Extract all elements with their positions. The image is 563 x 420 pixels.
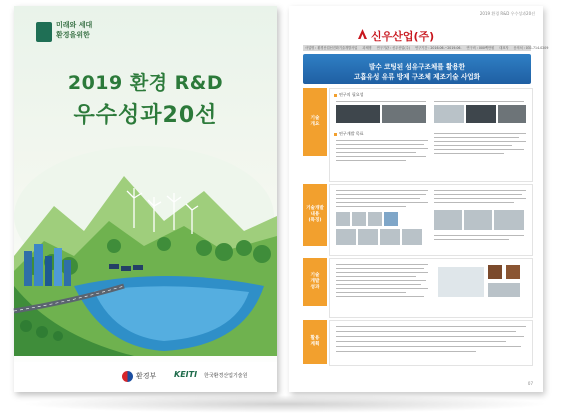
section-content	[329, 184, 533, 256]
text-line	[336, 292, 406, 293]
info-item: 사업명 : 환경산업선진화기술개발사업	[305, 46, 358, 50]
inner-page	[289, 6, 549, 392]
company-name: 신우산업(주)	[371, 30, 435, 43]
text-line	[434, 202, 514, 203]
text-line	[434, 137, 519, 138]
text-line	[336, 336, 524, 337]
keiti-badge-icon	[36, 22, 52, 42]
text-line	[336, 288, 428, 289]
page-number: 07	[527, 381, 533, 386]
text-line	[336, 326, 526, 327]
text-line	[434, 149, 524, 150]
keiti-org-name: 한국환경산업기술원	[204, 373, 248, 379]
text-line	[434, 145, 512, 146]
landscape-illustration	[14, 136, 277, 356]
section-overview	[329, 88, 533, 182]
section-label-text: 기술 개발 성과	[310, 273, 320, 290]
text-line	[336, 148, 428, 149]
text-line	[336, 144, 424, 145]
sub-heading-need: 연구의 필요성	[334, 92, 363, 98]
chart-image	[494, 210, 524, 230]
product-sample-photo	[438, 267, 484, 297]
text-line	[336, 202, 428, 203]
section-label-text: 기술개발 내용 (특징)	[306, 206, 324, 223]
info-item: 문의처 : 031-714-0209	[513, 46, 549, 50]
cover-footer	[14, 362, 277, 392]
product-photo	[488, 265, 502, 279]
info-item: 연구기관 : 신우산업(주)	[376, 46, 410, 50]
info-item: 과제명	[362, 46, 372, 50]
text-line	[336, 160, 406, 161]
logo-line2: 환경을위한	[56, 31, 90, 39]
text-line	[434, 141, 526, 142]
text-line	[336, 264, 428, 265]
info-item: 연구기간 : 2016.06.~2019.06.	[414, 46, 462, 50]
text-line	[434, 153, 504, 154]
sub-heading-goal: 연구개발 목표	[334, 131, 363, 137]
text-line	[434, 198, 526, 199]
sample-photo	[358, 229, 378, 245]
text-line	[336, 280, 426, 281]
keiti-logo: KEITI	[174, 370, 198, 379]
section-label-text: 활용 계획	[310, 336, 320, 347]
section-plan	[329, 320, 533, 366]
page-shadow	[20, 395, 550, 413]
info-item: 연구비 : 000백만원	[466, 46, 495, 50]
info-item: 대표자	[499, 46, 509, 50]
product-photo	[434, 105, 464, 123]
product-photo	[498, 105, 526, 123]
section-label-content	[303, 184, 327, 246]
text-line	[336, 190, 428, 191]
text-line	[336, 351, 476, 352]
diagram-photo	[336, 212, 350, 226]
text-line	[336, 276, 416, 277]
text-line	[336, 296, 424, 297]
sample-photo	[336, 229, 356, 245]
logo-line1: 미래와 세대	[56, 21, 93, 29]
chart-image	[464, 210, 492, 230]
product-photo	[506, 265, 520, 279]
text-line	[336, 101, 426, 102]
sample-photo	[380, 229, 400, 245]
text-line	[336, 194, 426, 195]
text-line	[336, 156, 426, 157]
text-line	[336, 284, 421, 285]
text-line	[336, 341, 506, 342]
text-line	[434, 190, 526, 191]
product-photo	[466, 105, 496, 123]
book-cover	[14, 6, 277, 392]
cover-title-year: 2019 환경 R&D	[67, 72, 224, 94]
text-line	[336, 198, 420, 199]
certificate-photo	[488, 283, 520, 297]
taegeuk-emblem-icon	[122, 371, 133, 382]
chart-image	[434, 210, 462, 230]
cover-title-main: 우수성과20선	[73, 103, 218, 128]
section-label-results	[303, 258, 327, 306]
section-label-overview	[303, 88, 327, 156]
diagram-photo	[384, 212, 398, 226]
section-results	[329, 258, 533, 318]
text-line	[434, 235, 524, 236]
text-line	[434, 239, 509, 240]
project-title-line1: 발수 코팅된 섬유구조체를 활용한	[368, 63, 466, 71]
project-title-line2: 고흡유성 유류 방제 구조체 제조기술 사업화	[353, 73, 481, 81]
diagram-photo	[352, 212, 366, 226]
text-line	[336, 331, 516, 332]
text-line	[434, 133, 526, 134]
section-label-text: 기술 개요	[310, 116, 320, 127]
page-running-header: 2019 환경 R&D 우수성과20선	[479, 11, 535, 16]
project-info-bar	[303, 45, 549, 51]
diagram-photo	[368, 212, 382, 226]
text-line	[434, 194, 522, 195]
text-line	[336, 346, 521, 347]
oil-spill-photo	[382, 105, 426, 123]
text-line	[336, 272, 428, 273]
cover-logo	[36, 20, 106, 50]
sample-photo	[402, 229, 422, 245]
text-line	[336, 152, 416, 153]
text-line	[336, 268, 424, 269]
logo-text	[56, 20, 92, 40]
project-title-box	[303, 54, 531, 84]
text-line	[336, 140, 428, 141]
text-line	[434, 101, 524, 102]
section-label-plan	[303, 320, 327, 364]
oil-spill-photo	[336, 105, 380, 123]
text-line	[336, 206, 406, 207]
ministry-name: 환경부	[136, 372, 157, 380]
company-logo-icon	[357, 28, 368, 40]
